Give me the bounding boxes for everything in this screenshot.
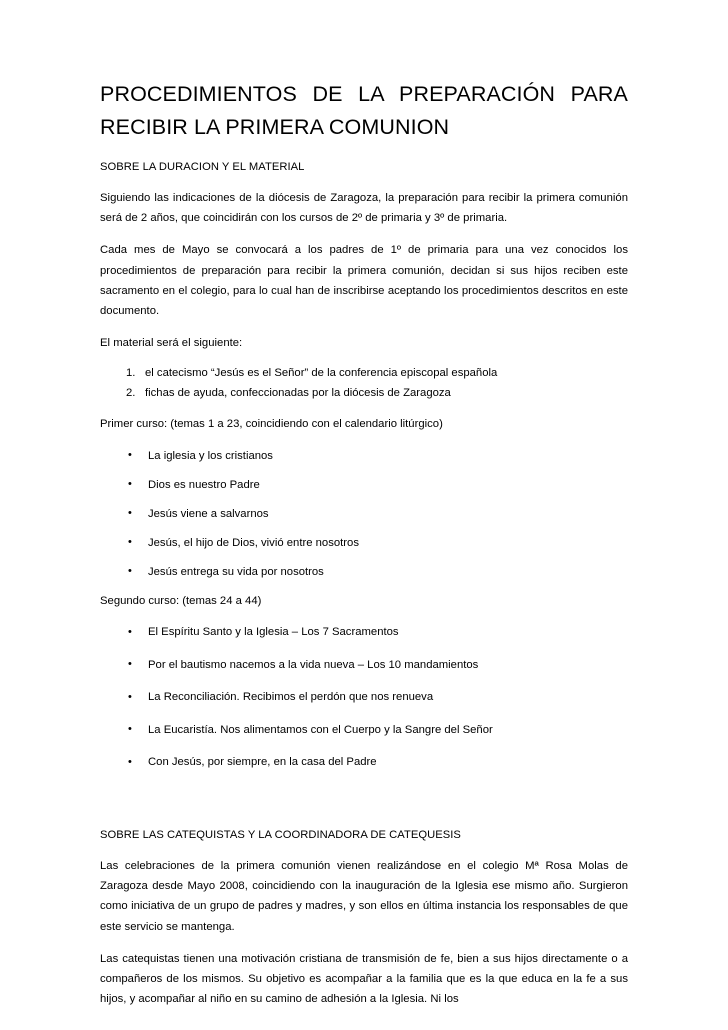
material-numbered-list [100,364,628,403]
paragraph-catequistas-1: Las celebraciones de la primera comunión vienen realizándose en el colegio Mª Rosa Molas de Zaragoza desde Mayo 2008, coincidiendo con la inauguración de la Iglesia ese mismo año. Surgieron como iniciativa de un grupo de padres y madres, y son ellos en última instancia los responsables de que este servicio se mantenga. [100,859,628,933]
list-item-label: Jesús viene a salvarnos [148,507,269,520]
segundo-curso-bullet-list [100,623,628,772]
list-item-label: La Reconciliación. Recibimos el perdón que nos renueva [148,691,434,704]
bullet-icon: • [128,478,132,491]
list-item [100,656,628,675]
bullet-icon: • [128,658,132,671]
bullet-icon: • [128,449,132,462]
bullet-icon: • [128,690,132,703]
paragraph-duracion-1: Siguiendo las indicaciones de la diócesis de Zaragoza, la preparación para recibir la primera comunión será de 2 años, que coincidirán con los cursos de 2º de primaria y 3º de primaria. [100,192,628,225]
list-item [100,534,628,553]
list-item-label: Por el bautismo nacemos a la vida nueva – Los 10 mandamientos [148,658,479,671]
section-heading-duracion-material: SOBRE LA DURACION Y EL MATERIAL [100,161,305,173]
bullet-icon: • [128,507,132,520]
list-item [100,384,628,404]
list-item [100,563,628,582]
list-item-label: fichas de ayuda, confeccionadas por la diócesis de Zaragoza [145,386,451,399]
bullet-icon: • [128,723,132,736]
bullet-icon: • [128,565,132,578]
list-item-label: La Eucaristía. Nos alimentamos con el Cuerpo y la Sangre del Señor [148,723,493,736]
paragraph-material-intro: El material será el siguiente: [100,337,243,350]
list-item-label: Jesús entrega su vida por nosotros [148,565,324,578]
section-spacer [100,786,628,826]
paragraph-duracion-2: Cada mes de Mayo se convocará a los padres de 1º de primaria para una vez conocidos los procedimientos de preparación para recibir la primera comunión, decidan si sus hijos reciben este sacramento en el colegio, para lo cual han de inscribirse aceptando los procedimientos descritos en este documento. [100,244,628,318]
list-item [100,688,628,707]
primer-curso-lead-in: Primer curso: (temas 1 a 23, coincidiendo con el calendario litúrgico) [100,418,443,431]
list-item-label: Jesús, el hijo de Dios, vivió entre nosotros [148,536,359,549]
list-item [100,721,628,740]
segundo-curso-lead-in: Segundo curso: (temas 24 a 44) [100,594,262,607]
section-heading-catequistas: SOBRE LAS CATEQUISTAS Y LA COORDINADORA DE CATEQUESIS [100,828,461,841]
document-content [100,78,628,1021]
bullet-icon: • [128,536,132,549]
page-title [100,78,628,144]
list-item [100,753,628,772]
bullet-icon: • [128,625,132,638]
bullet-icon: • [128,755,132,768]
list-item [100,623,628,642]
page-title-line-2: RECIBIR LA PRIMERA COMUNION [100,115,450,139]
list-item-label: El Espíritu Santo y la Iglesia – Los 7 Sacramentos [148,626,399,639]
primer-curso-bullet-list [100,447,628,582]
page-title-line-1: PROCEDIMIENTOS DE LA PREPARACIÓN PARA [100,82,628,106]
list-item-label: el catecismo “Jesús es el Señor” de la conferencia episcopal española [145,367,498,380]
paragraph-catequistas-2: Las catequistas tienen una motivación cristiana de transmisión de fe, bien a sus hijos directamente o a compañeros de los mismos. Su objetivo es acompañar a la familia que es la que educa en la fe a sus hijos, y acompañar al niño en su camino de adhesión a la Iglesia. Ni los [100,952,628,1006]
list-marker-number: 2. [126,386,136,399]
list-item [100,364,628,384]
list-marker-number: 1. [126,367,136,380]
list-item [100,447,628,466]
list-item [100,476,628,495]
list-item-label: Con Jesús, por siempre, en la casa del Padre [148,756,377,769]
list-item-label: La iglesia y los cristianos [148,449,273,462]
list-item-label: Dios es nuestro Padre [148,478,260,491]
list-item [100,505,628,524]
